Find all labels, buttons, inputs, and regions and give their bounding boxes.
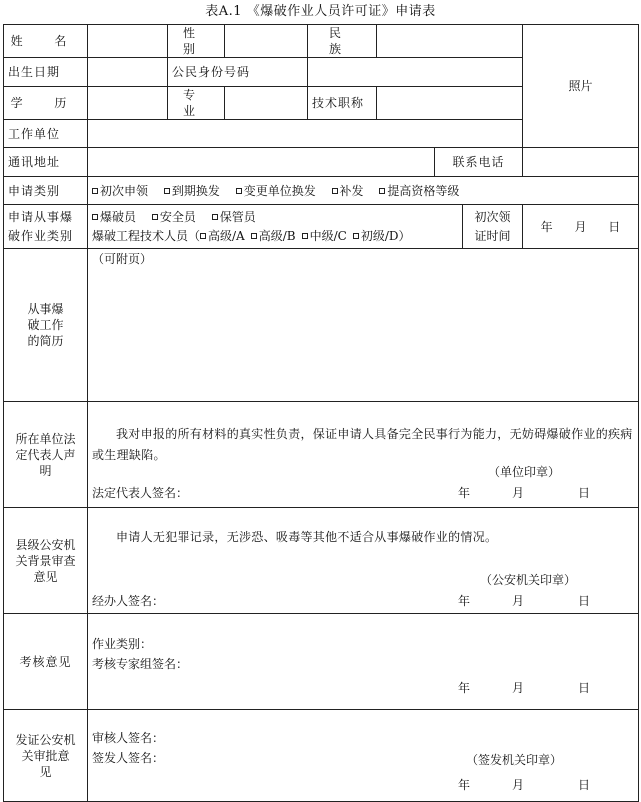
major-label: 专 业 [168, 87, 225, 120]
assessment-label: 考核意见 [4, 614, 88, 710]
engineer-prefix: 爆破工程技术人员（ [92, 228, 201, 243]
work-category-label: 申请从事爆 破作业类别 [4, 205, 88, 249]
issuing-authority-seal-label: （签发机关印章） [466, 753, 563, 767]
police-seal-label: （公安机关印章） [480, 573, 577, 587]
approval-day: 日 [578, 778, 591, 792]
police-month: 月 [512, 594, 525, 608]
legal-rep-day: 日 [578, 486, 591, 500]
police-review-label: 县级公安机 关背景审查 意见 [4, 508, 88, 614]
police-review-cell[interactable] [88, 508, 639, 614]
gender-label: 性 别 [168, 25, 225, 58]
handler-signature-label: 经办人签名： [92, 594, 165, 608]
job-title-label: 技术职称 [308, 87, 377, 120]
address-field[interactable] [88, 148, 435, 177]
form-title: 表A.1 《爆破作业人员许可证》申请表 [205, 4, 436, 19]
approval-month: 月 [512, 778, 525, 792]
option-renewal[interactable]: 到期换发 [164, 184, 220, 198]
assessment-year: 年 [458, 681, 471, 695]
police-year: 年 [458, 594, 471, 608]
assessment-day: 日 [578, 681, 591, 695]
option-first-issue[interactable]: 初次申领 [92, 184, 148, 198]
checkbox-icon[interactable] [332, 188, 338, 194]
expert-signature-label: 考核专家组签名： [92, 657, 189, 671]
police-review-statement: 申请人无犯罪记录，无涉恐、吸毒等其他不适合从事爆破作业的情况。 [116, 530, 498, 544]
legal-rep-label: 所在单位法 定代表人声 明 [4, 402, 88, 508]
attach-note: （可附页） [92, 252, 153, 266]
checkbox-icon[interactable] [302, 233, 308, 239]
education-label: 学 历 [4, 87, 88, 120]
legal-rep-statement: 我对申报的所有材料的真实性负责，保证申请人具备完全民事行为能力，无妨碍爆破作业的疾病或生理缺陷。 [92, 427, 633, 462]
first-issue-label: 初次领 证时间 [463, 205, 523, 249]
birthdate-field[interactable] [88, 58, 168, 87]
option-blaster[interactable]: 爆破员 [92, 210, 136, 224]
application-type-options [88, 177, 639, 205]
education-field[interactable] [88, 87, 168, 120]
checkbox-icon[interactable] [379, 188, 385, 194]
assessment-cell[interactable] [88, 614, 639, 710]
checkbox-icon[interactable] [92, 188, 98, 194]
legal-rep-signature-label: 法定代表人签名： [92, 486, 189, 500]
checkbox-icon[interactable] [212, 214, 218, 220]
approval-label: 发证公安机 关审批意 见 [4, 710, 88, 802]
work-history-field[interactable] [88, 249, 639, 402]
checkbox-icon[interactable] [236, 188, 242, 194]
name-label: 姓 名 [4, 25, 88, 58]
legal-rep-statement-cell[interactable] [88, 402, 639, 508]
first-issue-date[interactable]: 年 月 日 [523, 205, 639, 249]
option-senior-b[interactable]: 高级/B [251, 229, 296, 243]
checkbox-icon[interactable] [200, 233, 206, 239]
birthdate-label: 出生日期 [4, 58, 88, 87]
assessment-category-label: 作业类别： [92, 637, 153, 651]
option-senior-a[interactable]: 高级/A [200, 229, 245, 243]
photo-label: 照片 [568, 79, 593, 93]
issuer-signature-label: 签发人签名： [92, 751, 165, 765]
id-number-field[interactable] [308, 58, 523, 87]
checkbox-icon[interactable] [353, 233, 359, 239]
option-junior-d[interactable]: 初级/D） [353, 229, 411, 243]
checkbox-icon[interactable] [164, 188, 170, 194]
option-custodian[interactable]: 保管员 [212, 210, 256, 224]
gender-field[interactable] [225, 25, 308, 58]
work-history-label: 从事爆 破工作 的简历 [4, 249, 88, 402]
id-number-label: 公民身份号码 [168, 58, 308, 87]
major-field[interactable] [225, 87, 308, 120]
application-form-table [3, 24, 639, 802]
police-day: 日 [578, 594, 591, 608]
address-label: 通讯地址 [4, 148, 88, 177]
phone-field[interactable] [523, 148, 639, 177]
approval-cell[interactable] [88, 710, 639, 802]
assessment-month: 月 [512, 681, 525, 695]
option-reissue[interactable]: 补发 [332, 184, 364, 198]
ethnicity-label: 民 族 [308, 25, 377, 58]
application-type-label: 申请类别 [4, 177, 88, 205]
reviewer-signature-label: 审核人签名： [92, 731, 165, 745]
name-field[interactable] [88, 25, 168, 58]
phone-label: 联系电话 [435, 148, 523, 177]
job-title-field[interactable] [377, 87, 523, 120]
ethnicity-field[interactable] [377, 25, 523, 58]
option-safety-officer[interactable]: 安全员 [152, 210, 196, 224]
checkbox-icon[interactable] [251, 233, 257, 239]
work-category-options [88, 205, 463, 249]
checkbox-icon[interactable] [152, 214, 158, 220]
approval-year: 年 [458, 778, 471, 792]
legal-rep-year: 年 [458, 486, 471, 500]
legal-rep-month: 月 [512, 486, 525, 500]
employer-label: 工作单位 [4, 120, 88, 148]
checkbox-icon[interactable] [92, 214, 98, 220]
unit-seal-label: （单位印章） [488, 465, 561, 479]
employer-field[interactable] [88, 120, 523, 148]
option-intermediate-c[interactable]: 中级/C [302, 229, 347, 243]
option-upgrade[interactable]: 提高资格等级 [379, 184, 459, 198]
photo-box[interactable] [523, 25, 639, 148]
option-employer-change[interactable]: 变更单位换发 [236, 184, 316, 198]
